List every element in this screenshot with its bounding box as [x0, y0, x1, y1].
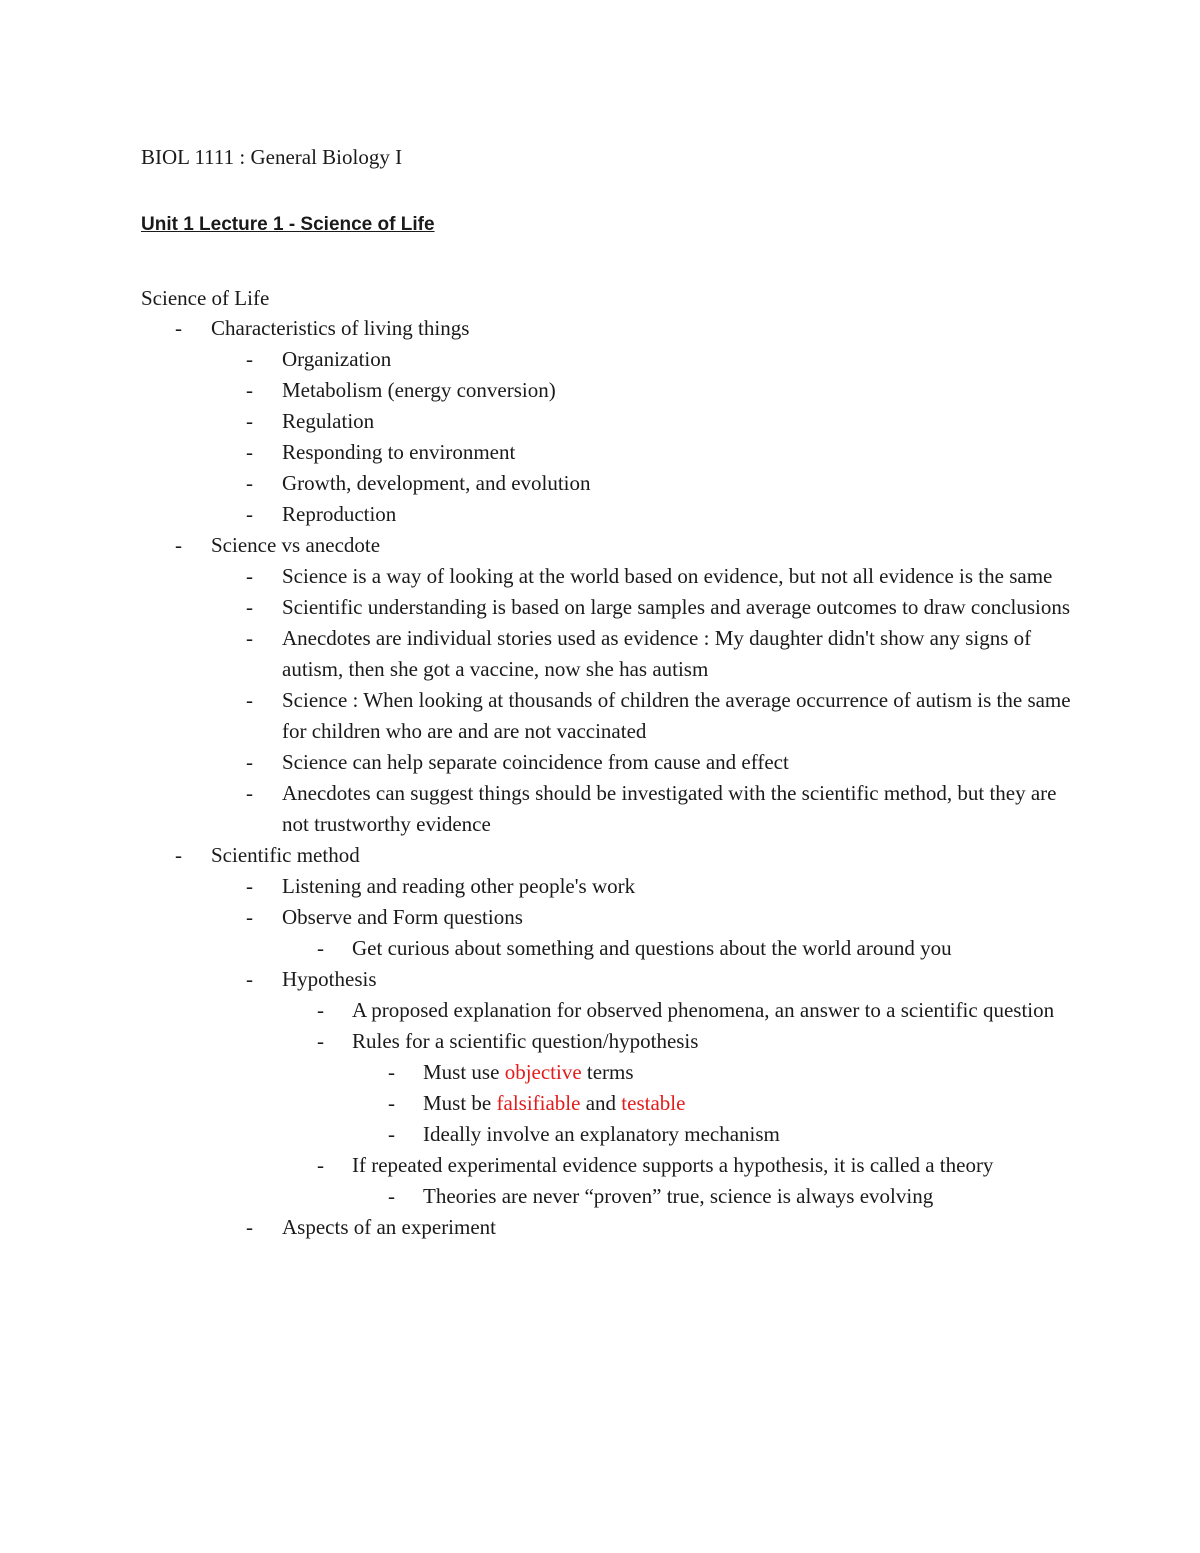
list-item: [0, 623, 1200, 685]
list-item-text: [282, 902, 1072, 933]
list-item-text: [282, 468, 1072, 499]
list-item: [0, 933, 1200, 964]
notes-outline: [0, 313, 1200, 1243]
list-item: [0, 685, 1200, 747]
text-segment: Science : When looking at thousands of children the average occurrence of autism is the same for children who are and are not vaccinated: [282, 688, 1071, 743]
list-item-text: [282, 1212, 1072, 1243]
list-item-text: [282, 437, 1072, 468]
list-item-text: [282, 778, 1072, 840]
bullet-dash: -: [388, 1060, 395, 1084]
bullet-dash: -: [175, 316, 182, 340]
bullet-dash: -: [317, 998, 324, 1022]
list-item-text: [352, 933, 1072, 964]
bullet-dash: -: [246, 440, 253, 464]
text-segment: Growth, development, and evolution: [282, 471, 591, 495]
list-item-text: [282, 592, 1072, 623]
text-segment: terms: [581, 1060, 634, 1084]
list-item-text: [211, 530, 1071, 561]
list-item: [0, 840, 1200, 871]
text-segment: Theories are never “proven” true, science is always evolving: [423, 1184, 934, 1208]
highlighted-term: objective: [504, 1060, 582, 1084]
list-item: [0, 778, 1200, 840]
list-item: [0, 313, 1200, 344]
bullet-dash: -: [246, 471, 253, 495]
list-item-text: [282, 685, 1072, 747]
list-item-text: [282, 344, 1072, 375]
bullet-dash: -: [388, 1184, 395, 1208]
list-item: [0, 530, 1200, 561]
list-item-text: [211, 313, 1071, 344]
bullet-dash: -: [246, 781, 253, 805]
list-item-text: [282, 499, 1072, 530]
list-item: [0, 344, 1200, 375]
text-segment: Scientific method: [211, 843, 360, 867]
list-item: [0, 902, 1200, 933]
list-item: [0, 995, 1200, 1026]
list-item: [0, 871, 1200, 902]
list-item-text: [423, 1119, 1073, 1150]
list-item: [0, 499, 1200, 530]
text-segment: Ideally involve an explanatory mechanism: [423, 1122, 780, 1146]
course-title: BIOL 1111 : General Biology I: [141, 145, 403, 169]
section-heading: Science of Life: [141, 286, 270, 310]
list-item-text: [352, 1026, 1072, 1057]
list-item: [0, 437, 1200, 468]
text-segment: Anecdotes are individual stories used as evidence : My daughter didn't show any signs of autism, then she got a vaccine, now she has autism: [282, 626, 1032, 681]
text-segment: Science vs anecdote: [211, 533, 381, 557]
unit-title: Unit 1 Lecture 1 - Science of Life: [141, 214, 435, 235]
list-item: [0, 468, 1200, 499]
list-item: [0, 1181, 1200, 1212]
text-segment: Listening and reading other people's work: [282, 874, 636, 898]
bullet-dash: -: [388, 1122, 395, 1146]
bullet-dash: -: [246, 688, 253, 712]
list-item-text: [282, 375, 1072, 406]
text-segment: Hypothesis: [282, 967, 377, 991]
highlighted-term: testable: [621, 1091, 686, 1115]
text-segment: Observe and Form questions: [282, 905, 523, 929]
list-item: [0, 561, 1200, 592]
bullet-dash: -: [246, 967, 253, 991]
bullet-dash: -: [246, 502, 253, 526]
bullet-dash: -: [388, 1091, 395, 1115]
list-item-text: [282, 561, 1072, 592]
list-item-text: [423, 1181, 1073, 1212]
list-item-text: [282, 747, 1072, 778]
text-segment: Aspects of an experiment: [282, 1215, 497, 1239]
text-segment: A proposed explanation for observed phenomena, an answer to a scientific question: [352, 998, 1055, 1022]
list-item-text: [352, 995, 1072, 1026]
list-item-text: [211, 840, 1071, 871]
bullet-dash: -: [175, 843, 182, 867]
text-segment: Organization: [282, 347, 392, 371]
list-item: [0, 1026, 1200, 1057]
list-item-text: [282, 623, 1072, 685]
list-item-text: [282, 871, 1072, 902]
text-segment: and: [580, 1091, 622, 1115]
bullet-dash: -: [246, 905, 253, 929]
bullet-dash: -: [246, 1215, 253, 1239]
bullet-dash: -: [175, 533, 182, 557]
text-segment: Science can help separate coincidence from cause and effect: [282, 750, 789, 774]
bullet-dash: -: [246, 347, 253, 371]
text-segment: Get curious about something and questions about the world around you: [352, 936, 952, 960]
text-segment: Responding to environment: [282, 440, 516, 464]
list-item-text: [352, 1150, 1072, 1181]
list-item: [0, 375, 1200, 406]
bullet-dash: -: [246, 378, 253, 402]
bullet-dash: -: [317, 936, 324, 960]
list-item-text: [282, 964, 1072, 995]
bullet-dash: -: [246, 595, 253, 619]
list-item-text: [423, 1088, 1073, 1119]
bullet-dash: -: [317, 1153, 324, 1177]
text-segment: Science is a way of looking at the world based on evidence, but not all evidence is the same: [282, 564, 1053, 588]
list-item: [0, 1057, 1200, 1088]
bullet-dash: -: [317, 1029, 324, 1053]
bullet-dash: -: [246, 750, 253, 774]
text-segment: Must be: [423, 1091, 497, 1115]
highlighted-term: falsifiable: [496, 1091, 581, 1115]
bullet-dash: -: [246, 564, 253, 588]
bullet-dash: -: [246, 626, 253, 650]
list-item-text: [282, 406, 1072, 437]
text-segment: Characteristics of living things: [211, 316, 470, 340]
text-segment: Regulation: [282, 409, 375, 433]
text-segment: If repeated experimental evidence supports a hypothesis, it is called a theory: [352, 1153, 994, 1177]
text-segment: Anecdotes can suggest things should be investigated with the scientific method, but they are not trustworthy evidence: [282, 781, 1057, 836]
text-segment: Must use: [423, 1060, 505, 1084]
list-item-text: [423, 1057, 1073, 1088]
text-segment: Reproduction: [282, 502, 397, 526]
list-item: [0, 406, 1200, 437]
list-item: [0, 1212, 1200, 1243]
text-segment: Metabolism (energy conversion): [282, 378, 556, 402]
list-item: [0, 1119, 1200, 1150]
bullet-dash: -: [246, 874, 253, 898]
list-item: [0, 964, 1200, 995]
text-segment: Scientific understanding is based on large samples and average outcomes to draw conclusions: [282, 595, 1071, 619]
list-item: [0, 592, 1200, 623]
list-item: [0, 1088, 1200, 1119]
text-segment: Rules for a scientific question/hypothesis: [352, 1029, 699, 1053]
bullet-dash: -: [246, 409, 253, 433]
list-item: [0, 1150, 1200, 1181]
list-item: [0, 747, 1200, 778]
